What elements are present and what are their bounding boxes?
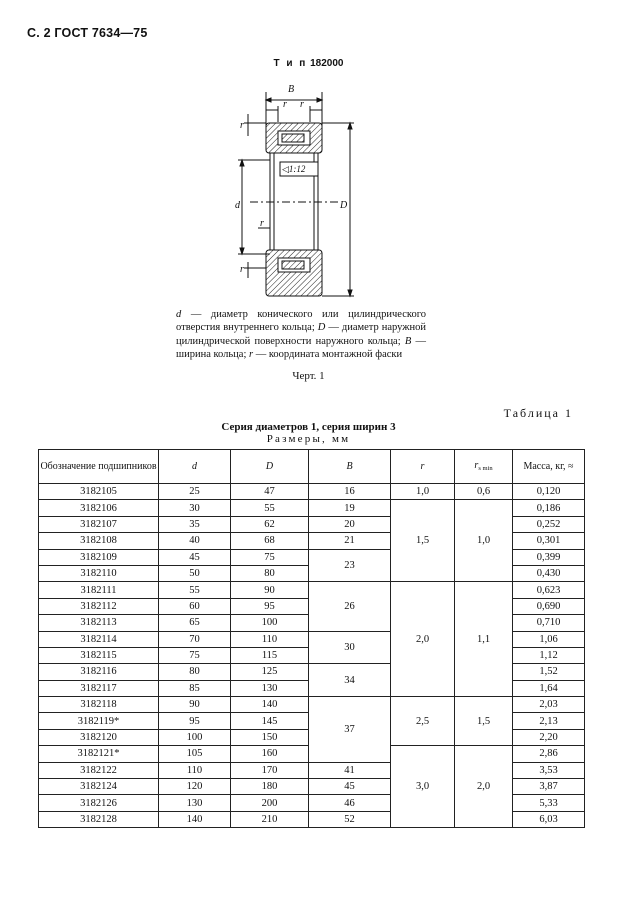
cell-B: 45 — [309, 779, 391, 795]
cell-designation: 3182112 — [39, 598, 159, 614]
cell-mass: 1,12 — [513, 647, 585, 663]
cell-mass: 1,06 — [513, 631, 585, 647]
cell-designation: 3182117 — [39, 680, 159, 696]
cell-mass: 0,252 — [513, 516, 585, 532]
cell-d: 80 — [159, 664, 231, 680]
label-r-top-left: r — [283, 99, 287, 110]
cell-d: 105 — [159, 746, 231, 762]
cell-mass: 1,52 — [513, 664, 585, 680]
table-header-row — [39, 450, 585, 484]
label-r-inner: r — [260, 218, 264, 229]
cell-D: 110 — [231, 631, 309, 647]
col-d: d — [159, 450, 231, 484]
cell-designation: 3182113 — [39, 615, 159, 631]
cell-D: 62 — [231, 516, 309, 532]
cell-r-smin: 1,0 — [455, 500, 513, 582]
cell-d: 120 — [159, 779, 231, 795]
cell-r-smin: 2,0 — [455, 746, 513, 828]
legend-text-B: — ширина кольца; — [176, 335, 426, 361]
cell-B: 19 — [309, 500, 391, 516]
cell-D: 125 — [231, 664, 309, 680]
cell-D: 75 — [231, 549, 309, 565]
cell-mass: 0,430 — [513, 565, 585, 581]
cell-d: 55 — [159, 582, 231, 598]
col-designation: Обозначение подшипников — [39, 450, 159, 484]
cell-d: 110 — [159, 762, 231, 778]
cell-D: 68 — [231, 533, 309, 549]
cell-r: 3,0 — [391, 746, 455, 828]
cell-r: 2,0 — [391, 582, 455, 697]
cell-B: 21 — [309, 533, 391, 549]
cell-D: 90 — [231, 582, 309, 598]
cell-B: 37 — [309, 697, 391, 763]
cell-designation: 3182124 — [39, 779, 159, 795]
label-taper: ◁1:12 — [282, 164, 306, 174]
cell-D: 47 — [231, 484, 309, 500]
label-d: d — [235, 200, 240, 211]
cell-d: 65 — [159, 615, 231, 631]
cell-mass: 0,120 — [513, 484, 585, 500]
cell-D: 55 — [231, 500, 309, 516]
cell-D: 145 — [231, 713, 309, 729]
cell-mass: 0,301 — [513, 533, 585, 549]
type-number: 182000 — [310, 58, 344, 69]
label-r-bottom: r — [240, 264, 244, 275]
cell-designation: 3182118 — [39, 697, 159, 713]
cell-B: 34 — [309, 664, 391, 697]
cell-designation: 3182110 — [39, 565, 159, 581]
cell-B: 30 — [309, 631, 391, 664]
col-D: D — [231, 450, 309, 484]
cell-B: 41 — [309, 762, 391, 778]
cell-d: 75 — [159, 647, 231, 663]
cell-d: 35 — [159, 516, 231, 532]
label-D: D — [340, 200, 348, 211]
cell-d: 90 — [159, 697, 231, 713]
cell-designation: 3182105 — [39, 484, 159, 500]
legend-text-D: — диаметр наружной цилиндрической поверхности наружного кольца; — [176, 322, 426, 347]
cell-r-smin: 0,6 — [455, 484, 513, 500]
cell-d: 30 — [159, 500, 231, 516]
cell-mass: 0,623 — [513, 582, 585, 598]
cell-D: 100 — [231, 615, 309, 631]
legend-text-d: — диаметр конического или цилиндрического отверстия внутреннего кольца; — [176, 309, 426, 334]
cell-d: 60 — [159, 598, 231, 614]
cell-designation: 3182115 — [39, 647, 159, 663]
cell-d: 140 — [159, 811, 231, 827]
cell-d: 50 — [159, 565, 231, 581]
cell-designation: 3182126 — [39, 795, 159, 811]
cell-designation: 3182122 — [39, 762, 159, 778]
table-label: Таблица 1 — [503, 406, 573, 420]
table-row — [39, 484, 585, 500]
cell-B: 20 — [309, 516, 391, 532]
cell-D: 130 — [231, 680, 309, 696]
cell-B: 16 — [309, 484, 391, 500]
cell-r-smin: 1,5 — [455, 697, 513, 746]
cell-r: 1,0 — [391, 484, 455, 500]
cell-mass: 0,690 — [513, 598, 585, 614]
cell-mass: 6,03 — [513, 811, 585, 827]
legend-sym-B: B — [404, 335, 412, 347]
label-r-top-right: r — [300, 99, 304, 110]
cell-d: 45 — [159, 549, 231, 565]
cell-designation: 3182128 — [39, 811, 159, 827]
label-B: B — [288, 84, 295, 95]
cell-mass: 0,399 — [513, 549, 585, 565]
cell-mass: 0,186 — [513, 500, 585, 516]
cell-mass: 5,33 — [513, 795, 585, 811]
cell-D: 210 — [231, 811, 309, 827]
legend-text-r: — координата монтажной фаски — [253, 349, 403, 361]
cell-D: 160 — [231, 746, 309, 762]
cell-mass: 1,64 — [513, 680, 585, 696]
table-row — [39, 500, 585, 516]
col-mass: Масса, кг, ≈ — [513, 450, 585, 484]
legend-sym-r: r — [249, 349, 254, 361]
cell-B: 52 — [309, 811, 391, 827]
cell-designation: 3182108 — [39, 533, 159, 549]
cell-D: 180 — [231, 779, 309, 795]
cell-D: 140 — [231, 697, 309, 713]
cell-d: 40 — [159, 533, 231, 549]
cell-d: 130 — [159, 795, 231, 811]
cell-mass: 2,03 — [513, 697, 585, 713]
bearing-drawing — [230, 78, 360, 302]
cell-D: 95 — [231, 598, 309, 614]
cell-mass: 3,53 — [513, 762, 585, 778]
cell-designation: 3182111 — [39, 582, 159, 598]
cell-designation: 3182120 — [39, 729, 159, 745]
col-r: r — [391, 450, 455, 484]
legend-sym-d: d — [176, 309, 182, 320]
cell-mass: 0,710 — [513, 615, 585, 631]
cell-d: 95 — [159, 713, 231, 729]
cell-designation: 3182114 — [39, 631, 159, 647]
cell-d: 70 — [159, 631, 231, 647]
cell-B: 26 — [309, 582, 391, 631]
cell-r: 2,5 — [391, 697, 455, 746]
cell-designation: 3182106 — [39, 500, 159, 516]
table-row — [39, 582, 585, 598]
col-B: B — [309, 450, 391, 484]
page-header: С. 2 ГОСТ 7634—75 — [27, 26, 148, 40]
cell-D: 80 — [231, 565, 309, 581]
cell-designation: 3182109 — [39, 549, 159, 565]
cell-d: 100 — [159, 729, 231, 745]
figure-caption: Черт. 1 — [292, 370, 325, 382]
cell-D: 200 — [231, 795, 309, 811]
cell-d: 85 — [159, 680, 231, 696]
bearing-table — [38, 449, 585, 828]
cell-r: 1,5 — [391, 500, 455, 582]
col-r-smin: $r_{s min}$ — [455, 450, 513, 484]
cell-B: 46 — [309, 795, 391, 811]
figure-legend — [176, 308, 426, 362]
cell-B: 23 — [309, 549, 391, 582]
cell-mass: 3,87 — [513, 779, 585, 795]
type-prefix: Т и п — [273, 58, 308, 69]
cell-mass: 2,13 — [513, 713, 585, 729]
cell-designation: 3182119* — [39, 713, 159, 729]
cell-r-smin: 1,1 — [455, 582, 513, 697]
units-title: Размеры, мм — [266, 433, 351, 445]
series-title: Серия диаметров 1, серия ширин 3 — [221, 421, 396, 433]
cell-mass: 2,20 — [513, 729, 585, 745]
cell-designation: 3182107 — [39, 516, 159, 532]
cell-designation: 3182121* — [39, 746, 159, 762]
cell-designation: 3182116 — [39, 664, 159, 680]
cell-D: 150 — [231, 729, 309, 745]
cell-d: 25 — [159, 484, 231, 500]
label-r-left: r — [240, 120, 244, 131]
table-row — [39, 697, 585, 713]
figure-type-title — [0, 58, 617, 69]
legend-sym-D: D — [317, 322, 326, 334]
cell-mass: 2,86 — [513, 746, 585, 762]
cell-D: 170 — [231, 762, 309, 778]
cell-D: 115 — [231, 647, 309, 663]
